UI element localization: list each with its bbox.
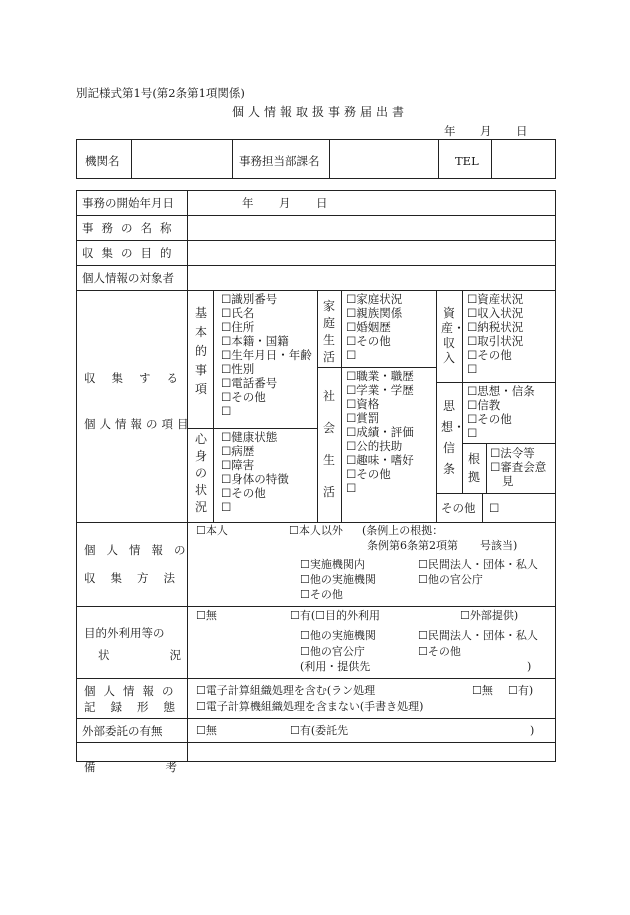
checkbox-family-blank[interactable]: ☐ <box>346 348 357 362</box>
name-label: 事務の名称 <box>82 221 180 235</box>
checkbox-outsource-none[interactable]: ☐無 <box>196 724 217 737</box>
checkbox-family-other[interactable]: ☐その他 <box>346 334 391 348</box>
tel-label: TEL <box>455 153 479 168</box>
subject-input[interactable] <box>188 266 555 289</box>
basis-header: 根拠 <box>467 452 480 484</box>
other-use-label-line2: 状況 <box>98 648 241 662</box>
checkbox-qualification[interactable]: ☐資格 <box>346 397 380 411</box>
checkbox-mind-blank[interactable]: ☐ <box>221 500 232 514</box>
agency-label-cell <box>77 140 132 179</box>
basis-list <box>490 446 546 488</box>
checkbox-religion[interactable]: ☐信教 <box>467 398 501 412</box>
basis-continuation: 見 <box>502 474 514 488</box>
method-label-line2: 収集方法 <box>84 571 190 585</box>
checkbox-within-agency[interactable]: ☐実施機関内 <box>300 558 365 571</box>
record-label-line2: 記録形態 <box>84 700 190 714</box>
use-destination-close: ) <box>527 660 532 673</box>
checkbox-domicile[interactable]: ☐本籍・国籍 <box>221 334 289 348</box>
outsource-close: ) <box>530 724 535 737</box>
method-basis-note: (条例上の根拠： <box>362 524 444 537</box>
dept-input[interactable] <box>330 140 439 179</box>
other-use-label-line1: 目的外利用等の <box>84 626 165 640</box>
remarks-label: 備考 <box>84 760 247 774</box>
checkbox-other[interactable]: ☐ <box>489 501 500 515</box>
checkbox-external-provision[interactable]: ☐外部提供) <box>460 609 519 622</box>
checkbox-medical-history[interactable]: ☐病歴 <box>221 444 255 458</box>
checkbox-manual-processing[interactable]: ☐電子計算機組織処理を含まない(手書き処理) <box>196 700 424 713</box>
items-label-line1: 収集する <box>84 371 194 385</box>
checkbox-education[interactable]: ☐学業・学歴 <box>346 383 414 397</box>
checkbox-method-other[interactable]: ☐その他 <box>300 588 343 601</box>
checkbox-social-blank[interactable]: ☐ <box>346 481 357 495</box>
family-header: 家庭生活 <box>322 299 335 364</box>
checkbox-review-board[interactable]: ☐審査会意 <box>490 460 547 474</box>
checkbox-belief[interactable]: ☐思想・信条 <box>467 384 535 398</box>
checkbox-use-other[interactable]: ☐その他 <box>418 645 461 658</box>
checkbox-not-self[interactable]: ☐本人以外 <box>289 524 343 537</box>
start-year: 年 <box>242 196 254 210</box>
family-list <box>346 292 402 362</box>
checkbox-transactions[interactable]: ☐取引状況 <box>467 334 524 348</box>
social-list <box>346 369 414 495</box>
checkbox-social-other[interactable]: ☐その他 <box>346 467 391 481</box>
checkbox-income[interactable]: ☐収入状況 <box>467 306 524 320</box>
mind-header: 心身の状況 <box>194 432 207 514</box>
checkbox-law[interactable]: ☐法令等 <box>490 446 535 460</box>
purpose-label: 収集の目的 <box>82 246 180 260</box>
belief-list <box>467 384 535 440</box>
agency-input[interactable] <box>132 140 233 179</box>
dept-label: 事務担当部課名 <box>239 153 320 168</box>
subject-label: 個人情報の対象者 <box>82 271 174 285</box>
checkbox-basic-other[interactable]: ☐その他 <box>221 390 266 404</box>
checkbox-private[interactable]: ☐民間法人・団体・私人 <box>418 558 538 571</box>
basic-list <box>221 292 312 418</box>
checkbox-name[interactable]: ☐氏名 <box>221 306 255 320</box>
checkbox-asset-blank[interactable]: ☐ <box>467 362 478 376</box>
checkbox-address[interactable]: ☐住所 <box>221 320 255 334</box>
checkbox-basic-blank[interactable]: ☐ <box>221 404 232 418</box>
checkbox-use-other-agency[interactable]: ☐他の実施機関 <box>300 629 376 642</box>
method-label-line1: 個人情報の <box>84 543 197 557</box>
checkbox-record-yes[interactable]: ☐有) <box>508 684 534 697</box>
name-input[interactable] <box>188 216 555 239</box>
checkbox-belief-blank[interactable]: ☐ <box>467 426 478 440</box>
checkbox-use-private[interactable]: ☐民間法人・団体・私人 <box>418 629 538 642</box>
checkbox-health[interactable]: ☐健康状態 <box>221 430 278 444</box>
checkbox-identification-number[interactable]: ☐識別番号 <box>221 292 278 306</box>
record-label-line1: 個人情報の <box>84 684 182 698</box>
asset-header: 資産・収入 <box>441 306 466 365</box>
checkbox-public-aid[interactable]: ☐公的扶助 <box>346 439 403 453</box>
checkbox-asset-other[interactable]: ☐その他 <box>467 348 512 362</box>
checkbox-other-use-yes[interactable]: ☐有(☐目的外利用 <box>290 609 381 622</box>
checkbox-family-status[interactable]: ☐家庭状況 <box>346 292 403 306</box>
date-month: 月 <box>480 124 492 138</box>
date-day: 日 <box>516 124 528 138</box>
other-label: その他 <box>441 501 476 515</box>
checkbox-tax[interactable]: ☐納税状況 <box>467 320 524 334</box>
checkbox-other-use-none[interactable]: ☐無 <box>196 609 217 622</box>
checkbox-birthdate[interactable]: ☐生年月日・年齢 <box>221 348 312 362</box>
purpose-input[interactable] <box>188 241 555 264</box>
checkbox-grades[interactable]: ☐成績・評価 <box>346 425 414 439</box>
social-header: 社会生活 <box>322 389 335 499</box>
date-year: 年 <box>444 124 456 138</box>
checkbox-rewards[interactable]: ☐賞罰 <box>346 411 380 425</box>
start-month: 月 <box>279 196 291 210</box>
checkbox-belief-other[interactable]: ☐その他 <box>467 412 512 426</box>
checkbox-other-office[interactable]: ☐他の官公庁 <box>418 573 483 586</box>
checkbox-occupation[interactable]: ☐職業・職歴 <box>346 369 414 383</box>
agency-label: 機関名 <box>85 153 120 168</box>
asset-list <box>467 292 523 376</box>
checkbox-sex[interactable]: ☐性別 <box>221 362 255 376</box>
checkbox-phone[interactable]: ☐電話番号 <box>221 376 278 390</box>
tel-input[interactable] <box>492 140 556 179</box>
checkbox-assets[interactable]: ☐資産状況 <box>467 292 524 306</box>
checkbox-relatives[interactable]: ☐親族関係 <box>346 306 403 320</box>
checkbox-other-agency[interactable]: ☐他の実施機関 <box>300 573 376 586</box>
form-number: 別記様式第1号(第2条第1項関係) <box>76 86 245 100</box>
checkbox-outsource-yes[interactable]: ☐有(委託先 <box>290 724 349 737</box>
start-date-label: 事務の開始年月日 <box>82 196 174 210</box>
checkbox-record-none[interactable]: ☐無 <box>472 684 493 697</box>
use-destination-label: (利用・提供先 <box>300 660 371 673</box>
page-title: 個人情報取扱事務届出書 <box>232 105 409 119</box>
checkbox-computer-processing[interactable]: ☐電子計算組織処理を含む(ラン処理 <box>196 684 376 697</box>
checkbox-use-other-office[interactable]: ☐他の官公庁 <box>300 645 365 658</box>
items-label-line2: 個人情報の項目 <box>84 417 193 431</box>
method-article-note: 条例第6条第2項第 号該当) <box>367 539 518 552</box>
dept-label-cell <box>233 140 330 179</box>
outsource-label: 外部委託の有無 <box>82 724 163 738</box>
checkbox-physical-features[interactable]: ☐身体の特徴 <box>221 472 289 486</box>
mind-list <box>221 430 289 514</box>
belief-header: 思想・信条 <box>441 399 466 476</box>
checkbox-disability[interactable]: ☐障害 <box>221 458 255 472</box>
agency-table <box>76 139 556 179</box>
checkbox-hobbies[interactable]: ☐趣味・嗜好 <box>346 453 414 467</box>
basic-header: 基本的事項 <box>194 306 207 396</box>
remarks-input[interactable] <box>188 743 555 761</box>
tel-label-cell <box>439 140 492 179</box>
start-day: 日 <box>316 196 328 210</box>
checkbox-marriage[interactable]: ☐婚姻歴 <box>346 320 391 334</box>
checkbox-self[interactable]: ☐本人 <box>196 524 228 537</box>
checkbox-mind-other[interactable]: ☐その他 <box>221 486 266 500</box>
